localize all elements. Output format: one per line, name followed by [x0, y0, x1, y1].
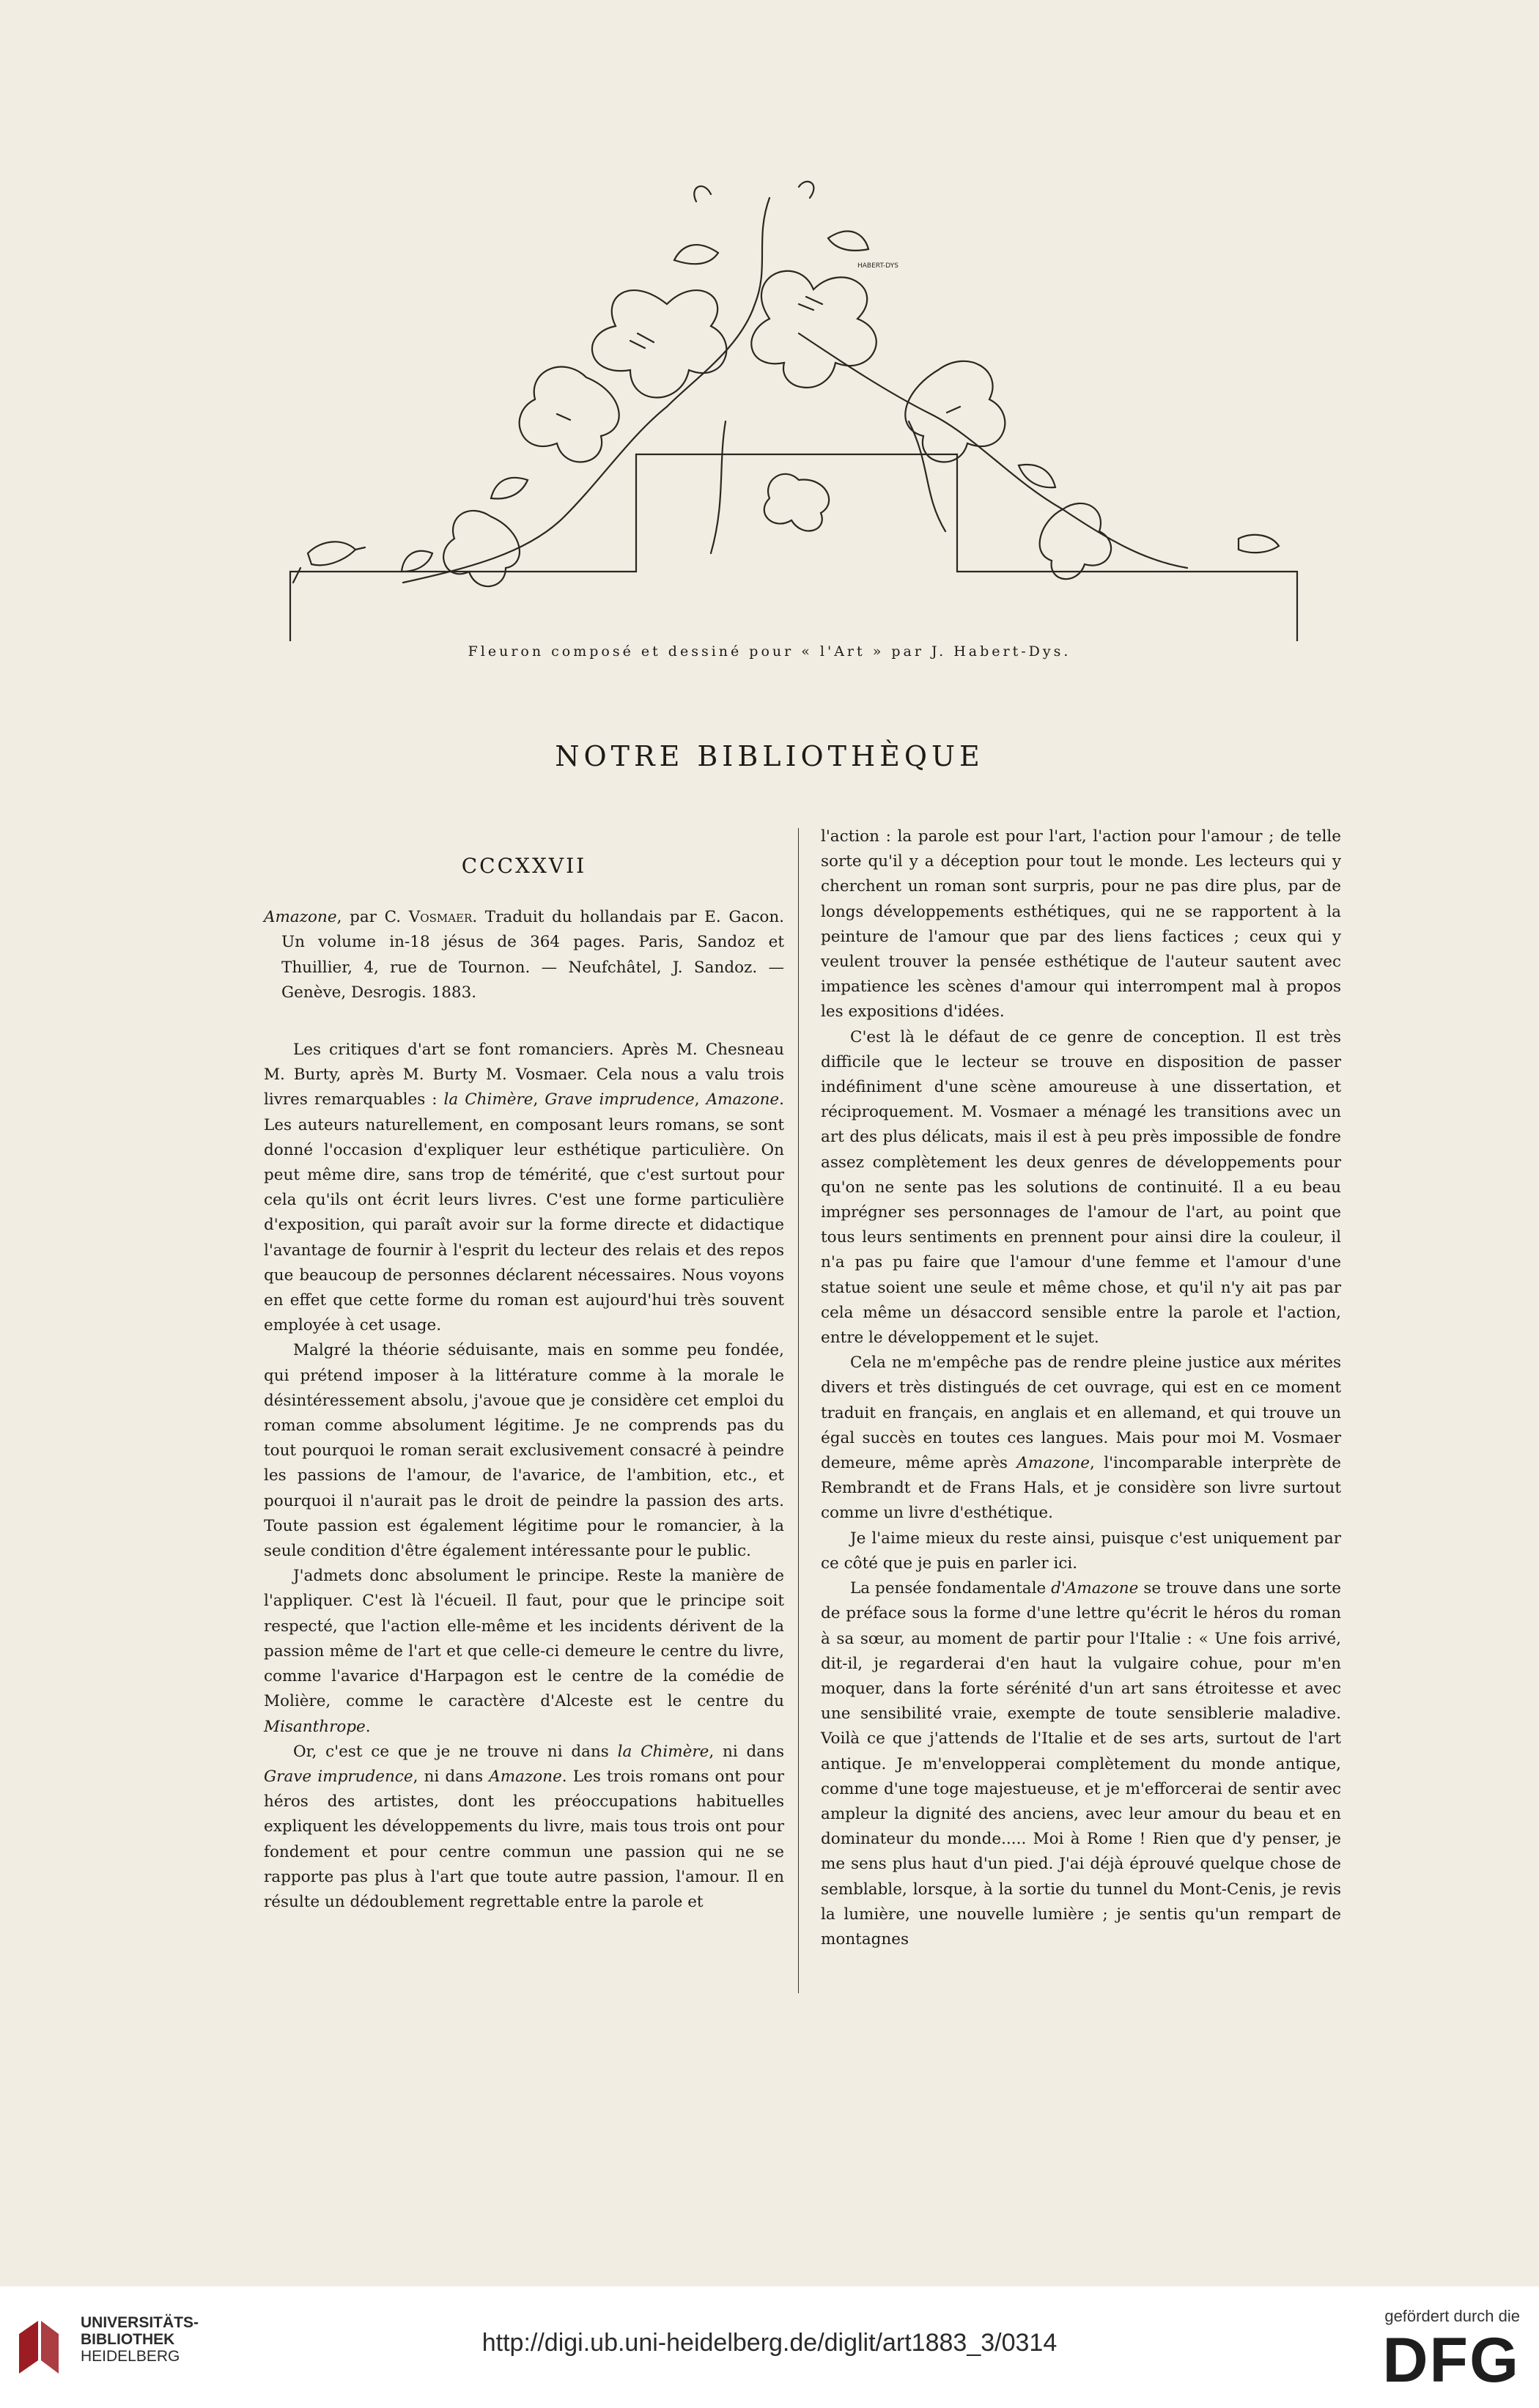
paragraph: l'action : la parole est pour l'art, l'action pour l'amour ; de telle sorte qu'il y a déception pour tout le monde. Les lecteurs qui y cherchent un roman sont surpris, pour ne pas dire plus, par de longs développements esthétiques, qui ne se rapportent à la peinture de l'amour que par des liens factices ; ceux qui y veulent trouver la pensée esthétique de l'auteur sautent avec impatience les scènes d'amour qui interrompent mal à propos les expositions d'idées.	[821, 827, 1341, 1022]
funder-label: gefördert durch die	[1384, 2307, 1520, 2325]
paragraph: Les critiques d'art se font romanciers. Après M. Chesneau M. Burty, après M. Burty M. Vosmaer. Cela nous a valu trois livres remarquables : la Chimère, Grave imprudence, Amazone. Les auteurs naturellement, en composant leurs romans, se sont donné l'occasion d'expliquer leur esthétique particulière. On peut même dire, sans trop de témérité, que c'est surtout pour cela qu'ils ont écrit leurs livres. C'est une forme particulière d'exposition, qui paraît avoir sur la forme directe et didactique l'avantage de fournir à l'esprit du lecteur des relais et des repos que beaucoup de personnes déclarent nécessaires. Nous voyons en effet que cette forme du roman est aujourd'hui très souvent employée à cet usage.	[264, 1041, 784, 1335]
book-title: Amazone	[264, 908, 337, 927]
page-title: NOTRE BIBLIOTHÈQUE	[555, 740, 984, 772]
floral-fleuron-illustration	[286, 172, 1304, 641]
paragraph: J'admets donc absolument le principe. Reste la manière de l'appliquer. C'est là l'écueil. Il faut, pour que le principe soit respecté, que l'action elle-même et les incidents dérivent de la passion même de l'art et que celle-ci demeure le centre du livre, comme l'avarice d'Harpagon est le centre de la comédie de Molière, comme le caractère d'Alceste est le centre du Misanthrope.	[264, 1567, 784, 1736]
paragraph: Malgré la théorie séduisante, mais en somme peu fondée, qui prétend imposer à la littérature comme à la morale le désintéressement absolu, j'avoue que je considère cet emploi du roman comme absolument légitime. Je ne comprends pas du tout pourquoi le roman serait exclusivement consacré à peindre les passions de l'amour, de l'avarice, de l'ambition, etc., et pourquoi il n'aurait pas le droit de peindre la passion des arts. Toute passion est également légitime pour le romancier, à la seule condition d'être également intéressante pour le public.	[264, 1341, 784, 1561]
library-name[interactable]: UNIVERSITÄTS- BIBLIOTHEK HEIDELBERG	[81, 2314, 199, 2365]
paragraph: Cela ne m'empêche pas de rendre pleine justice aux mérites divers et très distingués de cet ouvrage, qui est en ce moment traduit en français, en anglais et en allemand, et qui trouve un égal succès en toutes ces langues. Mais pour moi M. Vosmaer demeure, même après Amazone, l'incomparable interprète de Rembrandt et de Frans Hals, et je considère son livre surtout comme un livre d'esthétique.	[821, 1353, 1341, 1523]
author-name: Vosmaer	[408, 908, 473, 927]
paragraph: La pensée fondamentale d'Amazone se trouve dans une sorte de préface sous la forme d'une lettre qu'écrit le héros du roman à sa sœur, au moment de partir pour l'Italie : « Une fois arrivé, dit-il, je regarderai d'en haut la vulgaire cohue, pour m'en moquer, dans la forte sérénité d'un art sans étroitesse et avec une sensibilité vraie, exempte de toute sensiblerie maladive. Voilà ce que j'attends de l'Italie et de ses arts, surtout de l'art antique. Je m'envelopperai complètement du monde antique, comme d'une toge majestueuse, et je m'efforcerai de sentir avec ampleur la dignité des anciens, avec leur amour du beau et en dominateur du monde..... Moi à Rome ! Rien que d'y penser, je me sens plus haut d'un pied. J'ai déjà éprouvé quelque chose de semblable, lorsque, à la sortie du tunnel du Mont-Cenis, je revis la lumière, une nouvelle lumière ; je sentis qu'un rempart de montagnes	[821, 1579, 1341, 1949]
artist-signature: HABERT-DYS	[857, 262, 898, 270]
paragraph: Je l'aime mieux du reste ainsi, puisque c'est uniquement par ce côté que je puis en parler ici.	[821, 1529, 1341, 1573]
left-column	[264, 824, 784, 1915]
paragraph: C'est là le défaut de ce genre de conception. Il est très difficile que le lecteur se trouve en disposition de passer indéfiniment d'une scène amoureuse à une dissertation, et réciproquement. M. Vosmaer a ménagé les transitions avec un art des plus délicats, mais il est à peu près impossible de fondre assez complètement les deux genres de développements pour qu'on ne sente pas les solutions de continuité. Il a eu beau imprégner ses personnages de l'amour de l'art, au point que tous leurs sentiments en prennent pour ainsi dire la couleur, il n'a pas pu faire que l'amour d'une femme et l'amour d'une statue soient une seule et même chose, et qu'il n'y ait pas par cela même un désaccord sensible entre la parole et l'action, entre le développement et le sujet.	[821, 1027, 1341, 1348]
paragraph: Or, c'est ce que je ne trouve ni dans la Chimère, ni dans Grave imprudence, ni dans Amazone. Les trois romans ont pour héros des artistes, dont les préoccupations habituelles expliquent les développements du livre, mais tous trois ont pour fondement et pour centre commun une passion qui ne se rapporte pas plus à l'art que toute autre passion, l'amour. Il en résulte un dédoublement regrettable entre la parole et	[264, 1742, 784, 1911]
column-divider	[798, 828, 799, 1993]
bibliographic-entry: Amazone, par C. Vosmaer. Traduit du hollandais par E. Gacon. Un volume in-18 jésus de 364 pages. Paris, Sandoz et Thuillier, 4, rue de Tournon. — Neufchâtel, J. Sandoz. — Genève, Desrogis. 1883.	[264, 908, 784, 1002]
right-column	[821, 824, 1341, 1952]
dfg-logo[interactable]: DFG	[1382, 2325, 1520, 2396]
permalink-url[interactable]: http://digi.ub.uni-heidelberg.de/diglit/art1883_3/0314	[481, 2329, 1058, 2357]
illustration-caption: Fleuron composé et dessiné pour « l'Art » par J. Habert-Dys.	[468, 643, 1071, 660]
section-number: CCCXXVII	[461, 854, 587, 878]
